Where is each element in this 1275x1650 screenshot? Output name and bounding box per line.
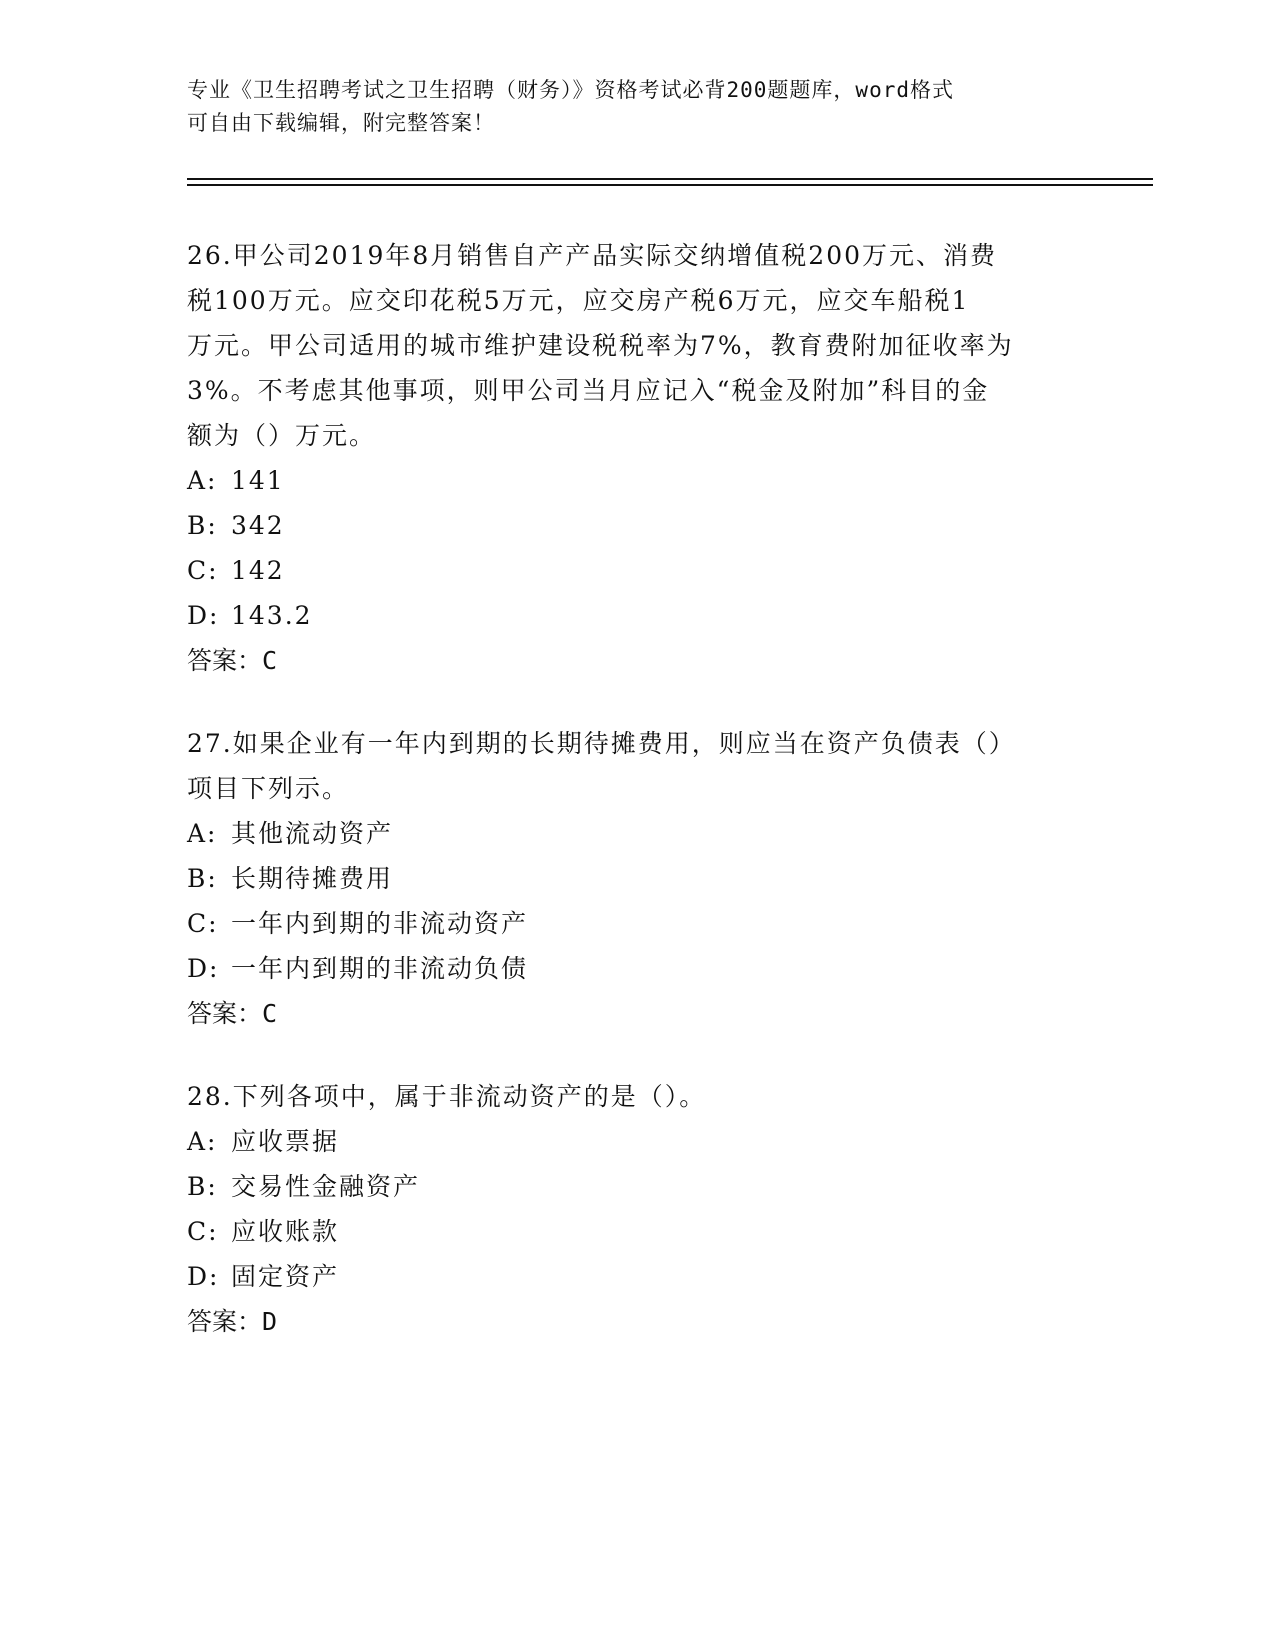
option-b xyxy=(187,503,1087,548)
answer-line xyxy=(187,638,1087,683)
question-line: 26.甲公司2019年8月销售自产产品实际交纳增值税200万元、消费 xyxy=(187,241,998,270)
answer-label: 答案： xyxy=(187,646,263,675)
option-text: 141 xyxy=(231,466,285,495)
option-text: 一年内到期的非流动负债 xyxy=(231,954,529,983)
answer-label: 答案： xyxy=(187,1307,263,1336)
option-text: 143.2 xyxy=(231,601,313,630)
answer-value: D xyxy=(262,1307,278,1336)
option-b xyxy=(187,856,1087,901)
option-letter: D: xyxy=(187,954,220,983)
option-d xyxy=(187,946,1087,991)
option-text: 应收票据 xyxy=(231,1127,340,1156)
question-text xyxy=(187,1074,1087,1119)
header-line: 专业《卫生招聘考试之卫生招聘（财务）》资格考试必背200题题库，word格式 xyxy=(187,78,954,102)
header-line: 可自由下载编辑，附完整答案！ xyxy=(187,111,495,135)
option-d xyxy=(187,593,1087,638)
option-text: 交易性金融资产 xyxy=(231,1172,421,1201)
question-line: 27.如果企业有一年内到期的长期待摊费用，则应当在资产负债表（） xyxy=(187,729,1016,758)
question-line: 3%。不考虑其他事项，则甲公司当月应记入“税金及附加”科目的金 xyxy=(187,376,990,405)
option-a xyxy=(187,1119,1087,1164)
answer-line xyxy=(187,1299,1087,1344)
question-28 xyxy=(187,1074,1087,1344)
question-line: 万元。甲公司适用的城市维护建设税税率为7%，教育费附加征收率为 xyxy=(187,331,1014,360)
question-list xyxy=(187,233,1087,1382)
question-line: 项目下列示。 xyxy=(187,774,350,803)
option-c xyxy=(187,1209,1087,1254)
option-letter: C: xyxy=(187,909,219,938)
answer-line xyxy=(187,991,1087,1036)
question-line: 税100万元。应交印花税5万元，应交房产税6万元，应交车船税1 xyxy=(187,286,970,315)
question-text xyxy=(187,721,1087,811)
answer-value: C xyxy=(262,999,278,1028)
option-c xyxy=(187,548,1087,593)
option-text: 一年内到期的非流动资产 xyxy=(231,909,529,938)
answer-label: 答案： xyxy=(187,999,263,1028)
option-d xyxy=(187,1254,1087,1299)
header-divider xyxy=(187,178,1153,180)
question-27 xyxy=(187,721,1087,1036)
option-letter: B: xyxy=(187,1172,218,1201)
question-text xyxy=(187,233,1087,458)
header-divider xyxy=(187,184,1153,186)
option-letter: A: xyxy=(187,1127,218,1156)
option-text: 342 xyxy=(231,511,285,540)
option-text: 固定资产 xyxy=(231,1262,340,1291)
option-text: 长期待摊费用 xyxy=(231,864,394,893)
option-letter: B: xyxy=(187,864,218,893)
option-letter: D: xyxy=(187,1262,220,1291)
option-a xyxy=(187,458,1087,503)
option-letter: C: xyxy=(187,556,219,585)
answer-value: C xyxy=(262,646,278,675)
option-letter: A: xyxy=(187,466,218,495)
option-letter: D: xyxy=(187,601,220,630)
option-text: 其他流动资产 xyxy=(231,819,394,848)
question-line: 28.下列各项中，属于非流动资产的是（）。 xyxy=(187,1082,707,1111)
document-header xyxy=(187,74,1087,140)
option-text: 应收账款 xyxy=(231,1217,340,1246)
question-26 xyxy=(187,233,1087,683)
option-letter: C: xyxy=(187,1217,219,1246)
option-text: 142 xyxy=(231,556,285,585)
option-letter: A: xyxy=(187,819,218,848)
question-line: 额为（）万元。 xyxy=(187,421,377,450)
option-b xyxy=(187,1164,1087,1209)
option-letter: B: xyxy=(187,511,218,540)
option-c xyxy=(187,901,1087,946)
option-a xyxy=(187,811,1087,856)
